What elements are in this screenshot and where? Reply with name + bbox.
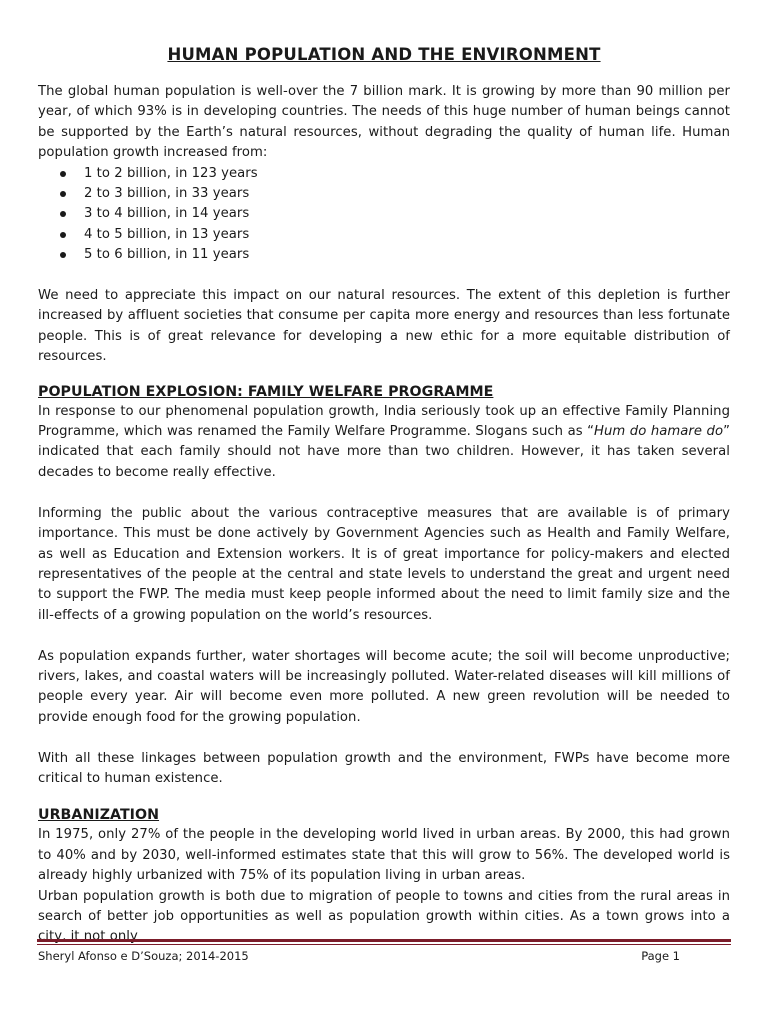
spacer xyxy=(38,266,730,286)
footer-page-number: Page 1 xyxy=(641,949,680,963)
spacer xyxy=(38,368,730,382)
bullet-icon xyxy=(60,211,66,217)
informing-public-paragraph: Informing the public about the various contraceptive measures that are available is of primary importance. This must be done actively by Government Agencies such as Health and Family Welfare, as well as Education and Extension workers. It is of great importance for policy-makers and elected representatives of the people at the central and state levels to understand the great and urgent need to support the FWP. The media must keep people informed about the need to limit family size and the ill-effects of a growing population on the world’s resources. xyxy=(38,505,730,623)
bullet-icon xyxy=(60,191,66,197)
linkages-paragraph: With all these linkages between population growth and the environment, FWPs have become more critical to human existence. xyxy=(38,750,730,786)
growth-list xyxy=(38,164,730,266)
slogan-text: Hum do hamare do xyxy=(594,424,724,440)
list-item-text: 3 to 4 billion, in 14 years xyxy=(84,206,250,222)
spacer xyxy=(38,789,730,805)
section-heading-urbanization: URBANIZATION xyxy=(38,807,160,824)
page-footer xyxy=(38,948,680,964)
intro-paragraph: The global human population is well-over the 7 billion mark. It is growing by more than 90 million per year, of which 93% is in developing countries. The needs of this huge number of human beings cannot be supported by the Earth’s natural resources, without degrading the quality of human life. Human population growth increased from: xyxy=(38,84,730,161)
list-item xyxy=(38,204,730,224)
list-item-text: 2 to 3 billion, in 33 years xyxy=(84,186,250,202)
footer-divider xyxy=(37,939,731,945)
bullet-icon xyxy=(60,232,66,238)
list-item xyxy=(38,225,730,245)
bullet-icon xyxy=(60,171,66,177)
fwp-intro-paragraph xyxy=(38,402,730,484)
section-heading-population-explosion: POPULATION EXPLOSION: FAMILY WELFARE PROGRAMME xyxy=(38,383,494,400)
urbanization-paragraph-2: Urban population growth is both due to migration of people to towns and cities from the rural areas in search of better job opportunities as well as population growth within cities. As a town grows into a city, it not only xyxy=(38,888,730,945)
list-item xyxy=(38,164,730,184)
spacer xyxy=(38,626,730,646)
list-item xyxy=(38,245,730,265)
document-body xyxy=(38,44,730,948)
spacer xyxy=(38,483,730,503)
bullet-icon xyxy=(60,252,66,258)
urbanization-paragraph-1: In 1975, only 27% of the people in the developing world lived in urban areas. By 2000, this had grown to 40% and by 2030, well-informed estimates state that this will grow to 56%. The developed world is already highly urbanized with 75% of its population living in urban areas. xyxy=(38,827,730,884)
page-title: HUMAN POPULATION AND THE ENVIRONMENT xyxy=(167,45,601,64)
fwp-text-after: ” indicated that each family should not have more than two children. However, it has taken several decades to become really effective. xyxy=(38,424,730,480)
fwp-text-before: In response to our phenomenal population growth, India seriously took up an effective Family Planning Programme, which was renamed the Family Welfare Programme. Slogans such as “ xyxy=(38,403,730,440)
list-item xyxy=(38,184,730,204)
water-shortage-paragraph: As population expands further, water shortages will become acute; the soil will become unproductive; rivers, lakes, and coastal waters will be increasingly polluted. Water-related diseases will kill millions of people every year. Air will become even more polluted. A new green revolution will be needed to provide enough food for the growing population. xyxy=(38,648,730,725)
list-item-text: 4 to 5 billion, in 13 years xyxy=(84,226,250,242)
spacer xyxy=(38,728,730,748)
footer-author: Sheryl Afonso e D’Souza; 2014-2015 xyxy=(38,949,249,963)
list-item-text: 5 to 6 billion, in 11 years xyxy=(84,247,250,263)
impact-paragraph: We need to appreciate this impact on our natural resources. The extent of this depletion is further increased by affluent societies that consume per capita more energy and resources than less fortunate people. This is of great relevance for developing a new ethic for a more equitable distribution of resources. xyxy=(38,288,730,365)
list-item-text: 1 to 2 billion, in 123 years xyxy=(84,165,258,181)
